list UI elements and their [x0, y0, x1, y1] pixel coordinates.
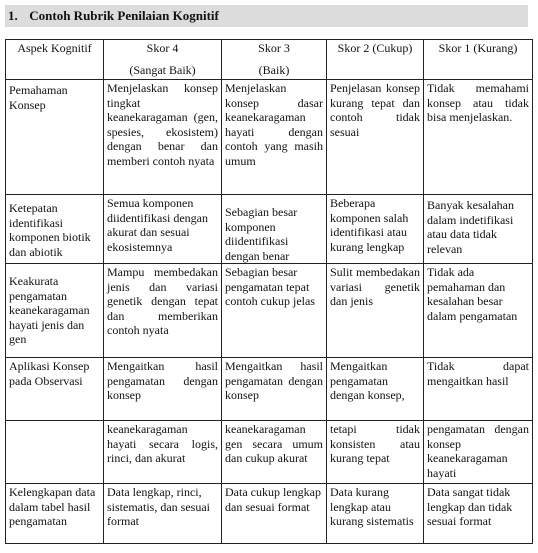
- section-heading: [5, 5, 528, 27]
- header-row: [6, 40, 533, 80]
- cell-skor4: Mengaitkan hasil pengamatan dengan konsep: [104, 358, 222, 421]
- table-row: [6, 358, 533, 421]
- header-skor4: Skor 4 (Sangat Baik): [104, 40, 222, 80]
- cell-skor2: Sulit membedakan variasi genetik dan jenis: [327, 264, 424, 358]
- cell-skor1: Banyak kesalahan dalam indetifikasi atau data tidak relevan: [424, 195, 533, 264]
- cell-skor3: keanekaragaman gen secara umum dan cukup akurat: [222, 421, 327, 484]
- cell-aspect: Keakurata pengamatan keanekaragaman hayati jenis dan gen: [6, 264, 104, 358]
- cell-skor3: Menjelaskan konsep dasar keanekaragaman hayati dengan contoh yang masih umum: [222, 80, 327, 195]
- cell-skor2: tetapi tidak konsisten atau kurang tepat: [327, 421, 424, 484]
- cell-aspect: Ketepatan identifikasi komponen biotik dan abiotik: [6, 195, 104, 264]
- section-title: Contoh Rubrik Penilaian Kognitif: [29, 8, 219, 23]
- cell-skor1: Tidak dapat mengaitkan hasil: [424, 358, 533, 421]
- cell-skor2: Mengaitkan pengamatan dengan konsep,: [327, 358, 424, 421]
- header-skor2: Skor 2 (Cukup): [327, 40, 424, 80]
- cell-skor3: Sebagian besar komponen diidentifikasi dengan benar: [222, 195, 327, 264]
- cell-skor3: Sebagian besar pengamatan tepat contoh cukup jelas: [222, 264, 327, 358]
- table-row: [6, 80, 533, 195]
- cell-skor3: Data cukup lengkap dan sesuai format: [222, 484, 327, 544]
- table-row: [6, 264, 533, 358]
- section-number: 1.: [8, 8, 18, 23]
- cell-aspect: [6, 421, 104, 484]
- cell-aspect: Kelengkapan data dalam tabel hasil pengamatan: [6, 484, 104, 544]
- rubric-table: [5, 39, 533, 544]
- header-aspek: Aspek Kognitif: [6, 40, 104, 80]
- cell-skor4: keanekaragaman hayati secara logis, rinci, dan akurat: [104, 421, 222, 484]
- cell-skor4: Semua komponen diidentifikasi dengan akurat dan sesuai ekosistemnya: [104, 195, 222, 264]
- cell-skor1: Data sangat tidak lengkap dan tidak sesuai format: [424, 484, 533, 544]
- table-row: [6, 195, 533, 264]
- cell-skor1: pengamatan dengan konsep keanekaragaman hayati: [424, 421, 533, 484]
- table-row: [6, 421, 533, 484]
- header-skor1: Skor 1 (Kurang): [424, 40, 533, 80]
- table-row: [6, 484, 533, 544]
- cell-skor2: Penjelasan konsep kurang tepat dan contoh tidak sesuai: [327, 80, 424, 195]
- cell-skor4: Data lengkap, rinci, sistematis, dan sesuai format: [104, 484, 222, 544]
- cell-skor2: Beberapa komponen salah identifikasi atau kurang lengkap: [327, 195, 424, 264]
- cell-skor4: Menjelaskan konsep tingkat keanekaragaman (gen, spesies, ekosistem) dengan benar dan memberi contoh nyata: [104, 80, 222, 195]
- cell-aspect: Aplikasi Konsep pada Observasi: [6, 358, 104, 421]
- cell-skor1: Tidak ada pemahaman dan kesalahan besar dalam pengamatan: [424, 264, 533, 358]
- cell-skor2: Data kurang lengkap atau kurang sistematis: [327, 484, 424, 544]
- cell-aspect: Pemahaman Konsep: [6, 80, 104, 195]
- cell-skor1: Tidak memahami konsep atau tidak bisa menjelaskan.: [424, 80, 533, 195]
- cell-skor4: Mampu membedakan jenis dan variasi genetik dengan tepat dan memberikan contoh nyata: [104, 264, 222, 358]
- header-skor3: Skor 3 (Baik): [222, 40, 327, 80]
- cell-skor3: Mengaitkan hasil pengamatan dengan konsep: [222, 358, 327, 421]
